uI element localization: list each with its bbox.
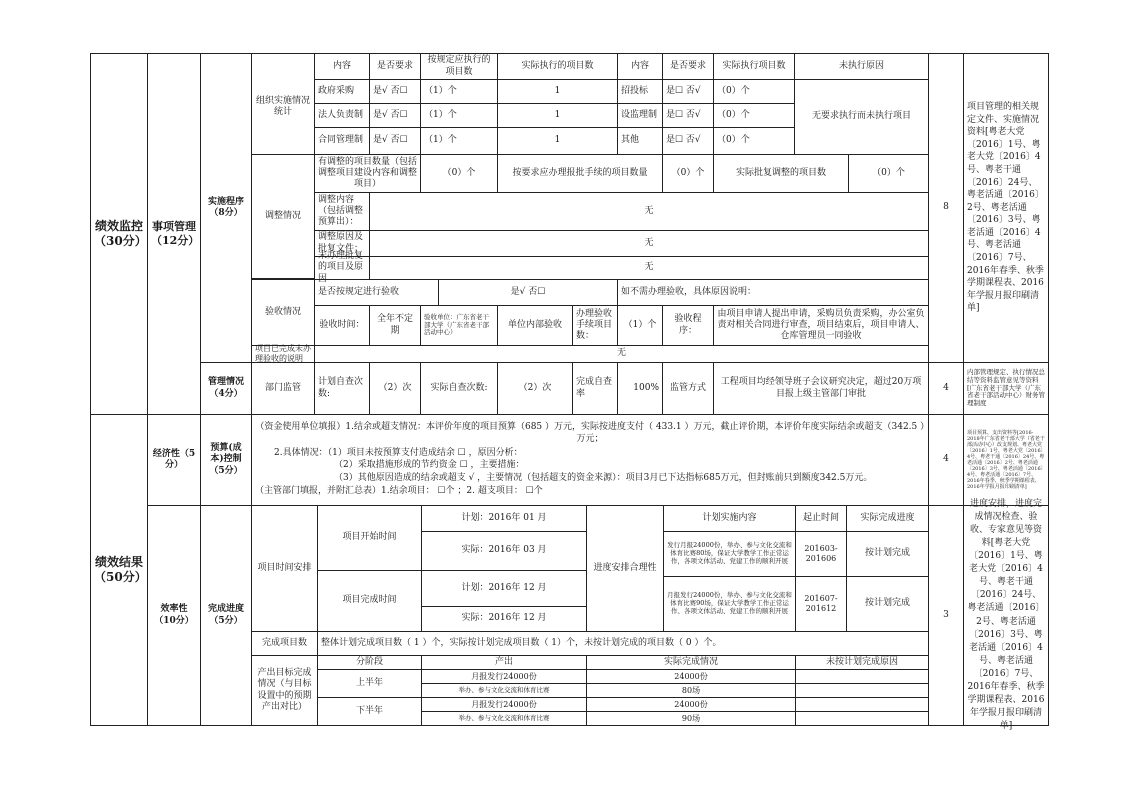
evidence-monitoring: 项目管理的相关规定文件、实施情况资料[粤老大党〔2016〕1号、粤老大党〔2016〕4号、粤老干通〔2016〕24号、粤老活通〔2016〕2号、粤老活通〔2016〕3号、粤老活通〔2016〕4号、粤老活通〔2016〕7号、2016年春季、秋季学期课程表、2016年学报月报印刷清单] bbox=[963, 53, 1049, 363]
row2-planned: （1）个 bbox=[420, 103, 498, 128]
score-efficiency: 3 bbox=[928, 505, 964, 726]
hdr-actual-count: 实际执行的项目数 bbox=[497, 53, 618, 80]
reasonable-label: 进度安排合理性 bbox=[586, 505, 664, 632]
plan-content-2: 月报发行24000份，举办、参与文化交流和体育比赛90场，保证大学教学工作正常运作、各项文体活动、党建工作的顺利开展 bbox=[663, 576, 796, 632]
evidence-efficiency: 进度安排，进度完成情况检查、验收、专家意见等资料[粤老大党〔2016〕1号、粤老大党〔2016〕4号、粤老干通〔2016〕24号、粤老活通〔2016〕2号、粤老活通〔2016〕3号、粤老活通〔2016〕4号、粤老活通〔2016〕7号、2016年春季、秋季学期课程表、2016年学报月报印刷清单] bbox=[963, 505, 1049, 726]
h2-label: 下半年 bbox=[317, 697, 422, 726]
economy-line-5: （主管部门填报，并附汇总表）1.结余项目： ☐个 ；2. 超支项目： ☐个 bbox=[255, 486, 543, 496]
h2-reason-2 bbox=[795, 711, 929, 726]
row1-planned: （1）个 bbox=[420, 79, 498, 104]
row3-actual: 1 bbox=[497, 127, 618, 155]
supervision-rate-value: 100% bbox=[617, 362, 663, 415]
done-count-value: 整体计划完成项目数（ 1 ）个，实际按计划完成项目数（ 1）个，未按计划完成的项目数（ 0 ）个。 bbox=[317, 631, 929, 656]
acceptance-internal: 单位内部验收 bbox=[497, 305, 573, 346]
h1-output-2: 举办、参与文化交流和体育比赛 bbox=[421, 683, 587, 698]
period-header: 起止时间 bbox=[795, 505, 847, 532]
h1-reason-2 bbox=[795, 683, 929, 698]
supervision-method-label: 监管方式 bbox=[662, 362, 714, 415]
acceptance-unit: 验收单位：广东省老干部大学（广东省老干部活动中心） bbox=[420, 305, 498, 346]
economy-line-1: （资金使用单位填报）1.结余或超支情况：本评价年度的项目预算（685 ）万元，实际按进度支付（ 433.1 ）万元，截止评价期，本评价年度实际结余或超支（342.5 ）万元； bbox=[255, 422, 925, 444]
economy-label: 经济性（5分） bbox=[147, 414, 201, 506]
h1-output-1: 月报发行24000份 bbox=[421, 669, 587, 684]
evidence-mgmt: 内部管理规定、执行情况总结等资料监管意见等资料[广东省老干部大学（广东省老干部活动中心）财务管理制度 bbox=[963, 362, 1049, 415]
hdr-required: 是否要求 bbox=[369, 53, 421, 80]
end-actual: 实际：2016年 12 月 bbox=[421, 606, 587, 632]
done-no-accept-value: 无 bbox=[314, 345, 929, 363]
evidence-budget: 项目预算、支出资料等[2016-2018年广东省老干部大学（省老干部活动中心）改支规划、粤老大党〔2016〕1号、粤老大党〔2016〕4号、粤老干通〔2016〕24号、粤老活通〔2016〕2号、粤老活通〔2016〕3号、粤老活通〔2016〕4号、粤老活通〔2016〕7号、2016年春季、秋季学期课程表、2016年学报月报印刷清单] bbox=[963, 414, 1049, 506]
acceptance-label: 验收情况 bbox=[251, 279, 315, 346]
budget-ctrl-label: 预算(成本)控制（5分） bbox=[200, 414, 252, 506]
supervision-actual-value: （2）次 bbox=[497, 362, 573, 415]
start-time-label: 项目开始时间 bbox=[317, 505, 422, 571]
acceptance-time-value: 全年不定期 bbox=[369, 305, 421, 346]
adjust-count-label: 有调整的项目数量（包括调整项目建设内容和调整项目） bbox=[314, 154, 421, 193]
adjust-label: 调整情况 bbox=[251, 154, 315, 279]
row3-planned: （1）个 bbox=[420, 127, 498, 155]
hdr-planned-count: 按规定应执行的项目数 bbox=[420, 53, 498, 80]
h2-output-1: 月报发行24000份 bbox=[421, 697, 587, 712]
economy-line-4: （3）其他原因造成的结余或超支 √ ，主要情况（包括超支的资金来源）：项目3月已下达指标685万元，但封账前只到额度342.5万元。 bbox=[334, 473, 873, 483]
supervision-rate-label: 完成自查率 bbox=[572, 362, 618, 415]
h1-reason-1 bbox=[795, 669, 929, 684]
supervision-label: 部门监管 bbox=[251, 362, 315, 415]
row3-content: 合同管理制 bbox=[314, 127, 370, 155]
impl-proc-label: 实施程序（8分） bbox=[200, 53, 252, 363]
row3-required-2: 是☐ 否√ bbox=[662, 127, 714, 155]
row1-required-2: 是☐ 否√ bbox=[662, 79, 714, 104]
plan-content-header: 计划实施内容 bbox=[663, 505, 796, 532]
hdr-content-2: 内容 bbox=[617, 53, 663, 80]
adjust-approve-label: 按要求应办理报批手续的项目数量 bbox=[497, 154, 663, 193]
acceptance-proc-count-value: （1）个 bbox=[617, 305, 663, 346]
start-plan: 计划：2016年 01 月 bbox=[421, 505, 587, 532]
h2-actual-1: 24000份 bbox=[586, 697, 796, 712]
project-mgmt-label: 事项管理（12分） bbox=[147, 53, 201, 415]
hdr-actual-count-2: 实际执行项目数 bbox=[713, 53, 795, 80]
done-no-accept-label: 项目已完成未办理验收的说明 bbox=[251, 345, 315, 363]
supervision-plan-label: 计划自查次数: bbox=[314, 362, 370, 415]
row2-required: 是√ 否☐ bbox=[369, 103, 421, 128]
start-actual: 实际：2016年 03 月 bbox=[421, 531, 587, 571]
end-time-label: 项目完成时间 bbox=[317, 570, 422, 632]
economy-body bbox=[251, 414, 929, 506]
h1-actual-1: 24000份 bbox=[586, 669, 796, 684]
acceptance-no-need: 如不需办理验收，具体原因说明： bbox=[617, 279, 929, 306]
adjust-actual-value: （0）个 bbox=[848, 154, 929, 193]
adjust-reason-label: 调整原因及批复文件： bbox=[314, 230, 370, 257]
mgmt-status-label: 管理情况（4分） bbox=[200, 362, 252, 415]
row1-content: 政府采购 bbox=[314, 79, 370, 104]
supervision-actual-label: 实际自查次数: bbox=[420, 362, 498, 415]
supervision-plan-value: （2）次 bbox=[369, 362, 421, 415]
row2-content-2: 设监理制 bbox=[617, 103, 663, 128]
efficiency-label: 效率性（10分） bbox=[147, 505, 201, 726]
score-budget: 4 bbox=[928, 414, 964, 506]
row2-actual-2: （0）个 bbox=[713, 103, 795, 128]
row3-content-2: 其他 bbox=[617, 127, 663, 155]
progress-label: 完成进度（5分） bbox=[200, 505, 252, 726]
row1-actual: 1 bbox=[497, 79, 618, 104]
dim-perf-results: 绩效结果（50分） bbox=[90, 414, 148, 726]
target-label: 产出目标完成情况（与目标设置中的预期产出对比） bbox=[251, 655, 318, 726]
supervision-method-value: 工程项目均经领导班子会议研究决定，超过20万项目报上级主管部门审批 bbox=[713, 362, 929, 415]
output-header: 产出 bbox=[421, 655, 587, 670]
adjust-reason-value: 无 bbox=[369, 230, 929, 257]
score-monitoring: 8 bbox=[928, 53, 964, 363]
adjust-approve-value: （0）个 bbox=[662, 154, 714, 193]
unfinished-header: 未按计划完成原因 bbox=[795, 655, 929, 670]
h2-output-2: 举办、参与文化交流和体育比赛 bbox=[421, 711, 587, 726]
acceptance-proc-value: 由项目申请人提出申请，采购员负责采购，办公室负责对相关合同进行审查，项目结束后，项目申请人、仓库管理员一同验收 bbox=[713, 305, 929, 346]
score-mgmt: 4 bbox=[928, 362, 964, 415]
acceptance-time-label: 验收时间： bbox=[314, 305, 370, 346]
row1-actual-2: （0）个 bbox=[713, 79, 795, 104]
adjust-unapproved-label: 未办理批复的项目及原因 bbox=[314, 256, 370, 280]
economy-line-2: 2.具体情况：（1）项目未按预算支付造成结余 ☐ ，原因分析： bbox=[274, 448, 523, 458]
adjust-content-label: 调整内容（包括调整预算出）： bbox=[314, 192, 370, 231]
row2-content: 法人负责制 bbox=[314, 103, 370, 128]
h2-reason-1 bbox=[795, 697, 929, 712]
time-arrange-label: 项目时间安排 bbox=[251, 505, 318, 632]
acceptance-proc-label: 验收程序： bbox=[662, 305, 714, 346]
h2-actual-2: 90场 bbox=[586, 711, 796, 726]
plan-content-1: 发行月报24000份，举办、参与文化交流和体育比赛80场，保证大学教学工作正常运作，各项文体活动、党建工作的顺利开展 bbox=[663, 531, 796, 577]
adjust-unapproved-value: 无 bbox=[369, 256, 929, 280]
actual-header: 实际完成情况 bbox=[586, 655, 796, 670]
row1-content-2: 招投标 bbox=[617, 79, 663, 104]
done-count-label: 完成项目数 bbox=[251, 631, 318, 656]
row3-required: 是√ 否☐ bbox=[369, 127, 421, 155]
dim-perf-monitoring: 绩效监控（30分） bbox=[90, 53, 148, 415]
hdr-not-exec-reason: 未执行原因 bbox=[794, 53, 929, 80]
hdr-required-2: 是否要求 bbox=[662, 53, 714, 80]
row2-actual: 1 bbox=[497, 103, 618, 128]
org-stats-label: 组织实施情况统计 bbox=[251, 53, 315, 155]
period-2: 201607-201612 bbox=[795, 576, 847, 632]
acceptance-proc-count-label: 办理验收手续项目数： bbox=[572, 305, 618, 346]
row1-required: 是√ 否☐ bbox=[369, 79, 421, 104]
status-header: 实际完成进度 bbox=[846, 505, 929, 532]
hdr-content: 内容 bbox=[314, 53, 370, 80]
h1-label: 上半年 bbox=[317, 669, 422, 698]
adjust-content-value: 无 bbox=[369, 192, 929, 231]
adjust-actual-label: 实际批复调整的项目数 bbox=[713, 154, 849, 193]
adjust-count-value: （0）个 bbox=[420, 154, 498, 193]
economy-line-3: （2）采取措施形成的节约资金 ☐ ，主要措施： bbox=[334, 460, 525, 470]
h1-actual-2: 80场 bbox=[586, 683, 796, 698]
end-plan: 计划：2016年 12 月 bbox=[421, 570, 587, 607]
row2-required-2: 是☐ 否√ bbox=[662, 103, 714, 128]
acceptance-q-value: 是√ 否☐ bbox=[438, 279, 618, 306]
status-1: 按计划完成 bbox=[846, 531, 929, 577]
stage-header: 分阶段 bbox=[317, 655, 422, 670]
acceptance-q-label: 是否按规定进行验收 bbox=[314, 279, 439, 306]
status-2: 按计划完成 bbox=[846, 576, 929, 632]
not-exec-reason: 无要求执行而未执行项目 bbox=[794, 79, 929, 155]
row3-actual-2: （0）个 bbox=[713, 127, 795, 155]
period-1: 201603-201606 bbox=[795, 531, 847, 577]
